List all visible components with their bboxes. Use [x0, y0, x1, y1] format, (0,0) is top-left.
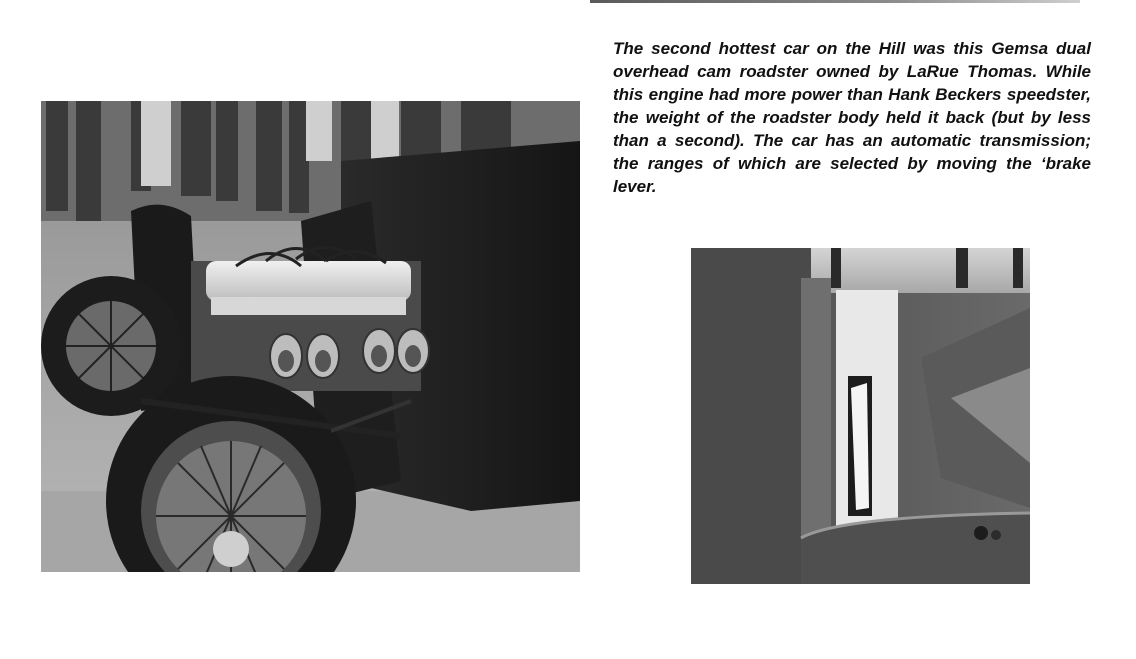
roadster-engine-photo — [41, 101, 580, 572]
brake-lever-detail-photo — [691, 248, 1030, 584]
top-rule — [590, 0, 1080, 3]
photo-caption: The second hottest car on the Hill was this Gemsa dual overhead cam roadster owned by LaRue Thomas. While this engine had more power than Hank Beckers speedster, the weight of the roadster body held it back (but by less than a second). The car has an automatic transmission; the ranges of which are selected by moving the ‘brake lever. — [613, 39, 1091, 196]
